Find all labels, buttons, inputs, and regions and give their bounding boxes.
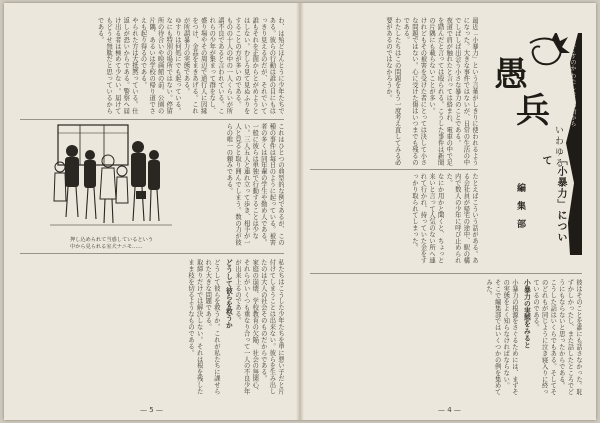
left-top-col-2: ものの十人の中の一人くらいが所謂不良であると言われている。これらの少年が集まって群をなし、盛り場やその周辺で通行人に因縁をつけ、金品をまきあげる。これが所謂暴力の実態である。 [182,17,233,114]
article-subtitle: 「小暴力」について [540,155,566,243]
left-section-heading: どうして彼らを救うか [224,259,233,329]
left-mid-col-1: これはひとつの典型的な例であるが、この種の事件は毎日のように起っている。被害者の多くは同年輩の学生や勤め人である。 [259,123,284,246]
left-bottom-col-2: 家庭の崩壊、学校教育の欠陥、社会の無関心、それらがいくつも重なり合って一人の不良少年が出来上るのである。 [234,259,259,395]
right-mid-rule [310,169,478,170]
left-top-col-3: ゆすりは何処にでも起っている。なにも特別の場所ではない。停留所の待合いや映画館の前、公園の片隅、あるいは学校の帰り道でさえも起り得るのである。 [139,17,181,114]
left-bottom-col-4: 取締りだけでは解決しない。それは根を残したまま枝を切るようなものである。 [187,259,203,395]
left-bottom-col-1: 私たちはこうした少年たちを単に悪い子だと片付けてしまうことは出来ない。彼らを生み出したのは大人の社会そのものだからである。 [259,259,284,395]
left-mid-col-2: 一般に彼らは単独で行動することは少ない。三人五人と連れ立って歩き、相手が一人と見ると取り囲んでしまう。数の力が彼らの唯一の頼みである。 [225,123,259,246]
right-top-col-4: わたしたちはこの問題をもう一度考え直してみる必要があるのではなかろうか。 [385,17,401,166]
left-mid-text [180,123,284,251]
illustration-caption: 押し込められて当惑しているという中から見られる室犬ナニモ…… [70,237,154,250]
right-section-heading: 小暴力の実態をみると [522,279,531,349]
title-char-1: 愚 [494,55,528,95]
right-bottom-col-1: 彼はそのことを誰にも話さなかった。恥ずかしかったし、また話したところでどうにもならないと思ったからである。 [557,279,582,396]
right-mid-col-1: たとえばこういう話がある。ある会社員が帰宅の途中、駅の構内で数人の少年に呼び止められた。 [445,173,478,264]
left-top-text [20,17,284,117]
left-page [4,3,300,420]
right-bottom-text [310,279,582,401]
left-top-col-4: やられた方は大抵黙っている。仕返しが恐いからである。警察へ届け出る者は極めて少ない。届けてもどうせ無駄だと思っているからである。 [96,17,138,114]
right-bottom-col-2: こうした話はいくらでもある。そしてそのどれもが同じように泣き寝入りに終っているのである。 [532,279,557,396]
right-top-text [310,17,478,167]
right-page [300,3,596,420]
left-top-col-1: わ、は殆どほんとうに少年たちである。彼らの行動は誰の目にもはっきり見えるのだが、それでいて誰もそれを正面からとがめようとはしない。むしろ見て見ぬふりをすることの方が多いのである。 [234,17,284,114]
right-top-col-2: 夜道で肩が触れたと言っては絡まれ、電車の中で足を踏んだと言っては殴られる。こうした事件は新聞の片隅にも載らないことが多い。 [428,17,453,166]
right-mid-text [310,173,478,269]
left-bottom-col-3: どうして彼らを救うか。これが私たちに課せられた大きな問題である。 [204,259,220,395]
right-bottom-col-3: 小暴力の根源をさぐるためには、まずその実態をよく知らなければならない。 [502,279,518,396]
right-page-number: — 4 — [438,406,461,414]
right-lower-rule [310,273,582,274]
right-top-col-3: けれどもその被害を受けた者にとっては決して小さな問題ではない。心に受けた傷はいつまでも残るのである。 [402,17,427,166]
right-mid-col-2: なにか用かと聞くと、ちょっと来いと言って人気のない所へ連れて行かれ、持っていた金をすっかり取られてしまった。 [410,173,444,264]
article-byline: 編 集 部 [515,183,525,232]
left-top-rule [20,119,284,120]
left-bottom-text [20,259,284,399]
crowd-illustration [50,121,172,231]
article-tagline: なくすのか わたしたちの街から [569,41,576,127]
left-mid-rule [20,253,284,254]
title-kana: いわゆる [553,125,563,169]
magazine-spread [4,3,596,420]
left-page-number: — 5 — [140,406,163,414]
right-top-col-1: 最近「小暴力」という言葉がしきりに使われるようになった。大きな事件ではないが、日常の生活の中でしばしば出会う小さな暴力のことである。 [453,17,478,166]
right-bottom-col-4: そこで編集部ではいくつかの例を集めてみた。 [485,279,501,396]
title-char-2: 兵 [516,91,550,131]
article-title-area [490,33,580,253]
